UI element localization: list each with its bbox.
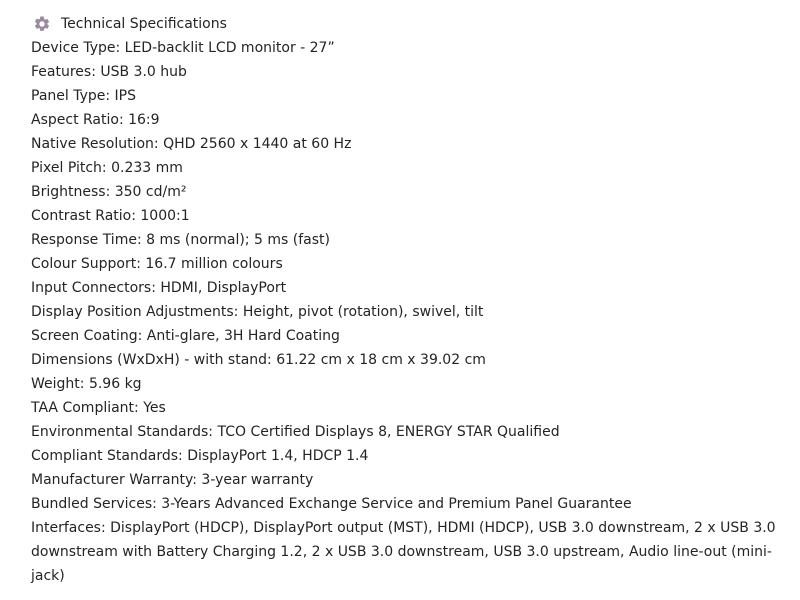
- spec-bundled-services: Bundled Services: 3-Years Advanced Exchange Service and Premium Panel Guarantee: [31, 496, 632, 512]
- technical-specifications-section: [31, 12, 781, 588]
- spec-device-type: Device Type: LED-backlit LCD monitor - 27”: [31, 40, 335, 56]
- spec-display-position-adjustments: Display Position Adjustments: Height, pivot (rotation), swivel, tilt: [31, 304, 484, 320]
- spec-pixel-pitch: Pixel Pitch: 0.233 mm: [31, 160, 183, 176]
- spec-brightness: Brightness: 350 cd/m²: [31, 184, 187, 200]
- spec-features: Features: USB 3.0 hub: [31, 64, 187, 80]
- spec-colour-support: Colour Support: 16.7 million colours: [31, 256, 283, 272]
- section-title: Technical Specifications: [61, 16, 227, 32]
- spec-native-resolution: Native Resolution: QHD 2560 x 1440 at 60 Hz: [31, 136, 352, 152]
- spec-panel-type: Panel Type: IPS: [31, 88, 136, 104]
- spec-input-connectors: Input Connectors: HDMI, DisplayPort: [31, 280, 287, 296]
- spec-dimensions: Dimensions (WxDxH) - with stand: 61.22 cm x 18 cm x 39.02 cm: [31, 352, 486, 368]
- section-heading: [31, 12, 781, 36]
- spec-compliant-standards: Compliant Standards: DisplayPort 1.4, HDCP 1.4: [31, 448, 369, 464]
- gear-icon: [33, 15, 51, 33]
- spec-screen-coating: Screen Coating: Anti-glare, 3H Hard Coating: [31, 328, 340, 344]
- spec-response-time: Response Time: 8 ms (normal); 5 ms (fast): [31, 232, 330, 248]
- spec-contrast-ratio: Contrast Ratio: 1000:1: [31, 208, 190, 224]
- spec-interfaces: Interfaces: DisplayPort (HDCP), DisplayPort output (MST), HDMI (HDCP), USB 3.0 downstream, 2 x USB 3.0 downstream with Battery Charging 1.2, 2 x USB 3.0 downstream, USB 3.0 upstream, Audio line-out (mini-jack): [31, 520, 776, 584]
- spec-weight: Weight: 5.96 kg: [31, 376, 142, 392]
- spec-environmental-standards: Environmental Standards: TCO Certified Displays 8, ENERGY STAR Qualified: [31, 424, 560, 440]
- spec-manufacturer-warranty: Manufacturer Warranty: 3-year warranty: [31, 472, 314, 488]
- spec-aspect-ratio: Aspect Ratio: 16:9: [31, 112, 160, 128]
- spec-taa-compliant: TAA Compliant: Yes: [31, 400, 166, 416]
